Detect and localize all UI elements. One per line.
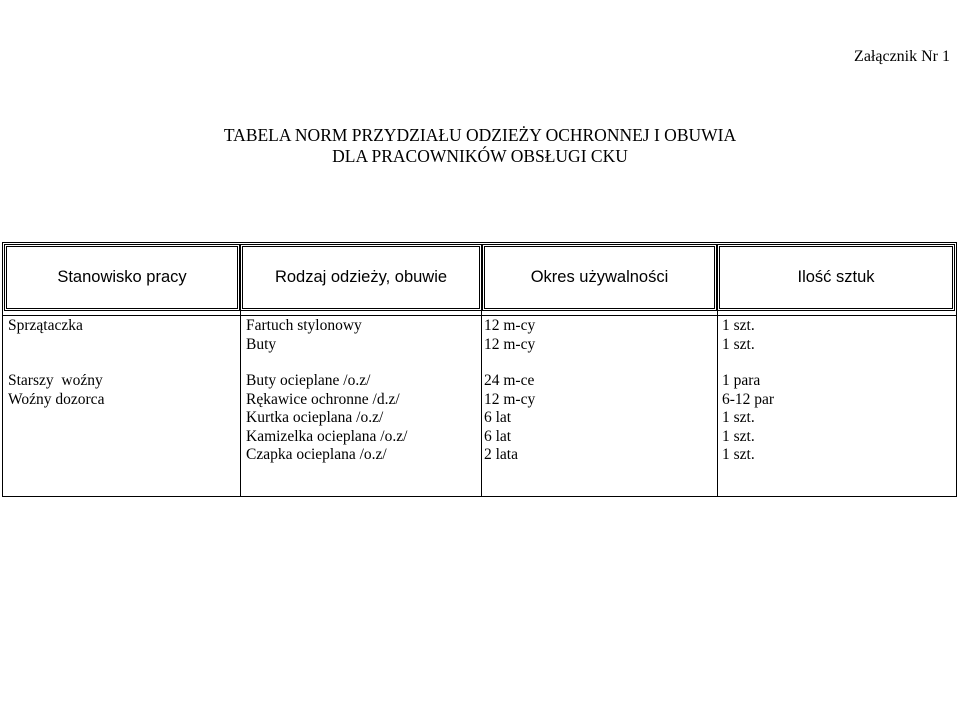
period-line: 12 m-cy — [484, 335, 536, 353]
column-divider — [240, 311, 241, 497]
header-clothing: Rodzaj odzieży, obuwie — [240, 244, 482, 311]
qty-line: 1 szt. — [722, 446, 755, 463]
header-quantity: Ilość sztuk — [717, 244, 955, 311]
header-period: Okres używalności — [482, 244, 717, 311]
table-row-1-period — [484, 317, 535, 354]
qty-line: 1 para — [722, 372, 761, 389]
item-line: Czapka ocieplana /o.z/ — [246, 446, 387, 463]
period-line: 24 m-ce — [484, 372, 535, 389]
table-row-1-qty — [722, 317, 755, 354]
position-line: Woźny dozorca — [8, 390, 105, 408]
annex-label: Załącznik Nr 1 — [854, 48, 950, 65]
table-row-1-position — [8, 317, 83, 336]
column-divider — [717, 311, 718, 497]
qty-line: 1 szt. — [722, 317, 755, 334]
item-line: Rękawice ochronne /d.z/ — [246, 390, 400, 408]
period-line: 6 lat — [484, 409, 512, 426]
qty-line: 6-12 par — [722, 390, 775, 408]
period-line: 12 m-cy — [484, 390, 536, 408]
item-line: Buty ocieplane /o.z/ — [246, 372, 371, 389]
table-row-2-items — [246, 372, 407, 465]
qty-line: 1 szt. — [722, 335, 755, 353]
period-line: 6 lat — [484, 427, 512, 445]
item-line: Fartuch stylonowy — [246, 317, 362, 334]
position-line: Starszy woźny — [8, 372, 103, 389]
title-line-1: TABELA NORM PRZYDZIAŁU ODZIEŻY OCHRONNEJ I OBUWIA — [223, 125, 737, 145]
document-title — [0, 125, 960, 167]
header-position: Stanowisko pracy — [4, 244, 240, 311]
item-line: Kamizelka ocieplana /o.z/ — [246, 427, 408, 445]
qty-line: 1 szt. — [722, 409, 755, 426]
position-line: Sprzątaczka — [8, 317, 83, 334]
period-line: 12 m-cy — [484, 317, 536, 334]
item-line: Buty — [246, 335, 277, 353]
table-row-2-period — [484, 372, 535, 465]
table-row-1-items — [246, 317, 362, 354]
table-row-2-qty — [722, 372, 774, 465]
title-line-2: DLA PRACOWNIKÓW OBSŁUGI CKU — [332, 146, 628, 166]
qty-line: 1 szt. — [722, 427, 755, 445]
column-divider — [481, 311, 482, 497]
header-divider — [2, 315, 957, 316]
item-line: Kurtka ocieplana /o.z/ — [246, 409, 384, 426]
period-line: 2 lata — [484, 446, 518, 463]
table-row-2-position — [8, 372, 104, 409]
